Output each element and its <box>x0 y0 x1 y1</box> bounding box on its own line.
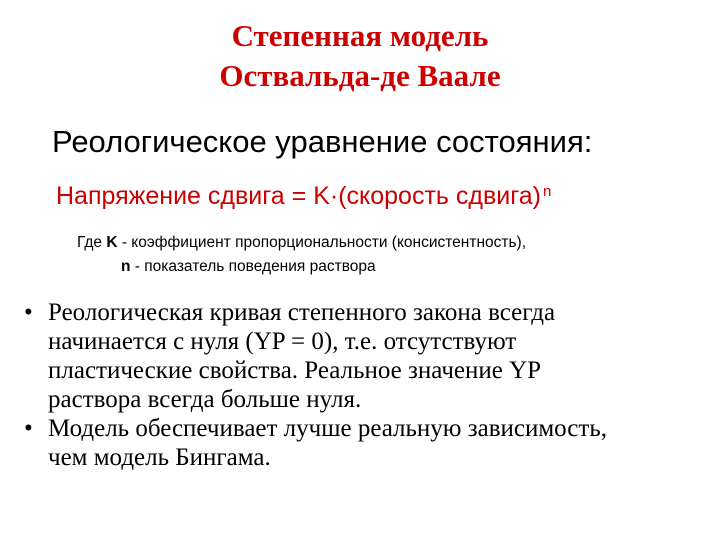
definition-k-text: - коэффициент пропорциональности (консистентность), <box>117 234 527 251</box>
equation <box>56 180 552 212</box>
bullet-item <box>24 414 704 472</box>
definitions <box>77 231 526 279</box>
bullet-list <box>24 298 704 472</box>
bullet-marker: • <box>24 299 33 326</box>
definition-n-symbol: n <box>121 258 131 275</box>
definition-prefix: Где <box>77 234 107 251</box>
equation-main: Напряжение сдвига = K·(скорость сдвига) <box>56 182 542 210</box>
definition-k <box>77 231 526 255</box>
bullet-marker: • <box>24 415 33 442</box>
bullet-line: начинается с нуля (YP = 0), т.е. отсутствуют <box>48 328 517 355</box>
slide-title <box>0 16 720 96</box>
bullet-line: Реологическая кривая степенного закона всегда <box>48 299 556 326</box>
subtitle: Реологическое уравнение состояния: <box>52 124 593 159</box>
definition-n <box>77 255 526 279</box>
equation-exponent: n <box>543 183 552 200</box>
bullet-line: раствора всегда больше нуля. <box>48 386 362 413</box>
title-line-2: Оствальда-де Ваале <box>219 58 501 93</box>
bullet-line: пластические свойства. Реальное значение YP <box>48 357 542 384</box>
bullet-line: чем модель Бингама. <box>48 444 271 471</box>
definition-k-symbol: K <box>106 234 118 251</box>
bullet-item <box>24 298 704 414</box>
title-line-1: Степенная модель <box>231 18 489 53</box>
definition-n-text: - показатель поведения раствора <box>130 258 376 275</box>
bullet-line: Модель обеспечивает лучше реальную зависимость, <box>48 415 607 442</box>
